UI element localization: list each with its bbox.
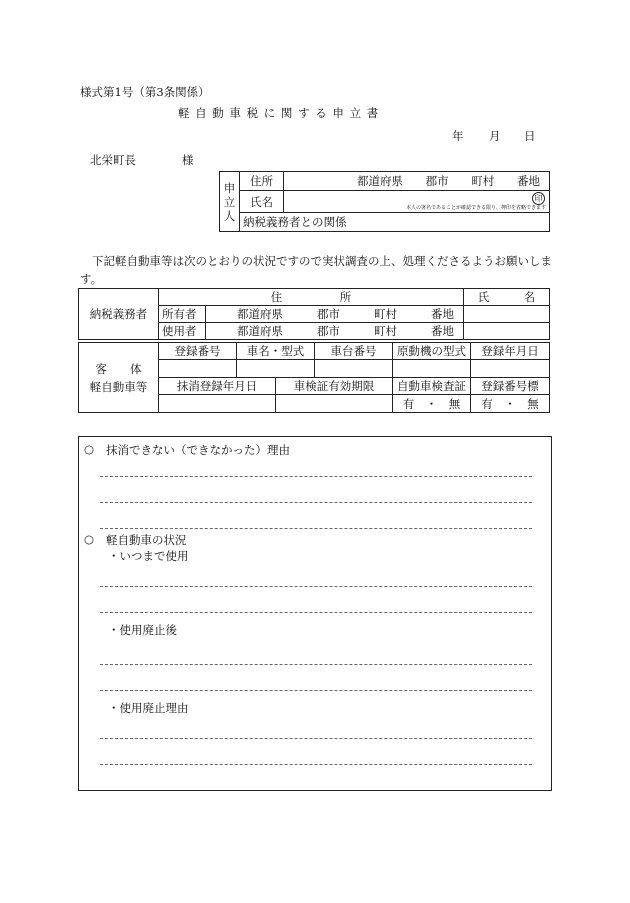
hdr-registration-number: 登録番号 bbox=[159, 343, 237, 360]
hdr-cancellation-date: 抹消登録年月日 bbox=[159, 378, 276, 395]
engine-type-field[interactable] bbox=[393, 360, 471, 378]
after-abolition-label: ・使用廃止後 bbox=[108, 623, 177, 637]
taxpayer-section-label: 納税義務者 bbox=[79, 289, 159, 340]
abolition-reason-line-1[interactable] bbox=[100, 738, 532, 739]
user-label: 使用者 bbox=[159, 323, 206, 340]
owner-lot: 番地 bbox=[431, 307, 454, 321]
date-month-label: 月 bbox=[489, 129, 501, 143]
hdr-number-plate: 登録番号標 bbox=[471, 378, 550, 395]
inspection-expiry-field[interactable] bbox=[276, 395, 393, 413]
unable-reason-line-3[interactable] bbox=[100, 528, 532, 529]
relation-label: 納税義務者との関係 bbox=[243, 215, 347, 229]
user-address-field[interactable] bbox=[206, 323, 464, 340]
applicant-table bbox=[219, 171, 550, 232]
hdr-inspection-certificate: 自動車検査証 bbox=[393, 378, 471, 395]
address-town: 町村 bbox=[471, 174, 495, 188]
vehicle-section-label bbox=[79, 343, 159, 413]
owner-label: 所有者 bbox=[159, 306, 206, 323]
date-day-label: 日 bbox=[524, 129, 536, 143]
registration-number-field[interactable] bbox=[159, 360, 237, 378]
owner-city: 郡市 bbox=[317, 307, 340, 321]
after-abolition-line-1[interactable] bbox=[100, 664, 532, 665]
address-city: 郡市 bbox=[425, 174, 449, 188]
taxpayer-table bbox=[78, 288, 550, 340]
applicant-side-label: 申立人 bbox=[220, 172, 240, 232]
bullet-unable: ○ bbox=[84, 442, 95, 456]
relation-field[interactable] bbox=[240, 213, 550, 232]
vehicle-table bbox=[78, 342, 550, 413]
user-lot: 番地 bbox=[431, 324, 454, 338]
vehicle-label-line2: 軽自動車等 bbox=[89, 379, 148, 394]
applicant-address-field[interactable] bbox=[284, 172, 550, 191]
user-name-field[interactable] bbox=[464, 323, 550, 340]
hdr-inspection-expiry: 車検証有効期限 bbox=[276, 378, 393, 395]
registration-date-field[interactable] bbox=[471, 360, 550, 378]
document-title: 軽 自 動 車 税 に 関 す る 申 立 書 bbox=[178, 106, 380, 120]
address-prefecture: 都道府県 bbox=[357, 174, 403, 188]
applicant-name-label: 氏名 bbox=[240, 191, 284, 213]
unable-reason-line-1[interactable] bbox=[100, 476, 532, 477]
unable-reason-title: 抹消できない（できなかった）理由 bbox=[106, 443, 290, 457]
cancellation-date-field[interactable] bbox=[159, 395, 276, 413]
owner-address-field[interactable] bbox=[206, 306, 464, 323]
applicant-address-label: 住所 bbox=[240, 172, 284, 191]
user-town: 町村 bbox=[374, 324, 397, 338]
until-when-line-1[interactable] bbox=[100, 586, 532, 587]
owner-town: 町村 bbox=[374, 307, 397, 321]
seal-mark: 印 bbox=[532, 192, 545, 205]
applicant-name-field[interactable] bbox=[284, 191, 550, 213]
user-city: 郡市 bbox=[317, 324, 340, 338]
user-prefecture: 都道府県 bbox=[237, 324, 283, 338]
hdr-registration-date: 登録年月日 bbox=[471, 343, 550, 360]
abolition-reason-line-2[interactable] bbox=[100, 764, 532, 765]
chassis-number-field[interactable] bbox=[315, 360, 393, 378]
owner-prefecture: 都道府県 bbox=[237, 307, 283, 321]
owner-name-field[interactable] bbox=[464, 306, 550, 323]
vehicle-status-title: 軽自動車の状況 bbox=[106, 533, 187, 547]
bullet-status: ○ bbox=[84, 532, 95, 546]
form-number: 様式第1号（第3条関係） bbox=[80, 85, 210, 99]
until-when-label: ・いつまで使用 bbox=[108, 549, 189, 563]
inspection-certificate-choice[interactable]: 有 ・ 無 bbox=[393, 395, 471, 413]
col-name-header: 氏 名 bbox=[464, 289, 550, 306]
hdr-engine-type: 原動機の型式 bbox=[393, 343, 471, 360]
model-field[interactable] bbox=[237, 360, 315, 378]
hdr-model: 車名・型式 bbox=[237, 343, 315, 360]
date-year-label: 年 bbox=[452, 129, 464, 143]
after-abolition-line-2[interactable] bbox=[100, 690, 532, 691]
vehicle-label-line1: 客 体 bbox=[95, 361, 142, 376]
abolition-reason-label: ・使用廃止理由 bbox=[108, 701, 189, 715]
unable-reason-line-2[interactable] bbox=[100, 502, 532, 503]
number-plate-choice[interactable]: 有 ・ 無 bbox=[471, 395, 550, 413]
col-address-header: 住 所 bbox=[159, 289, 464, 306]
address-lot: 番地 bbox=[516, 174, 540, 188]
signature-note: 本人の署名であることが確認できる限り、押印を省略できます bbox=[405, 205, 546, 211]
hdr-chassis-number: 車台番号 bbox=[315, 343, 393, 360]
until-when-line-2[interactable] bbox=[100, 612, 532, 613]
recipient-suffix: 様 bbox=[182, 153, 194, 167]
statement-text: 下記軽自動車等は次のとおりの状況ですので実状調査の上、処理くださるようお願いします。 bbox=[80, 254, 552, 286]
recipient: 北栄町長 bbox=[90, 153, 136, 167]
